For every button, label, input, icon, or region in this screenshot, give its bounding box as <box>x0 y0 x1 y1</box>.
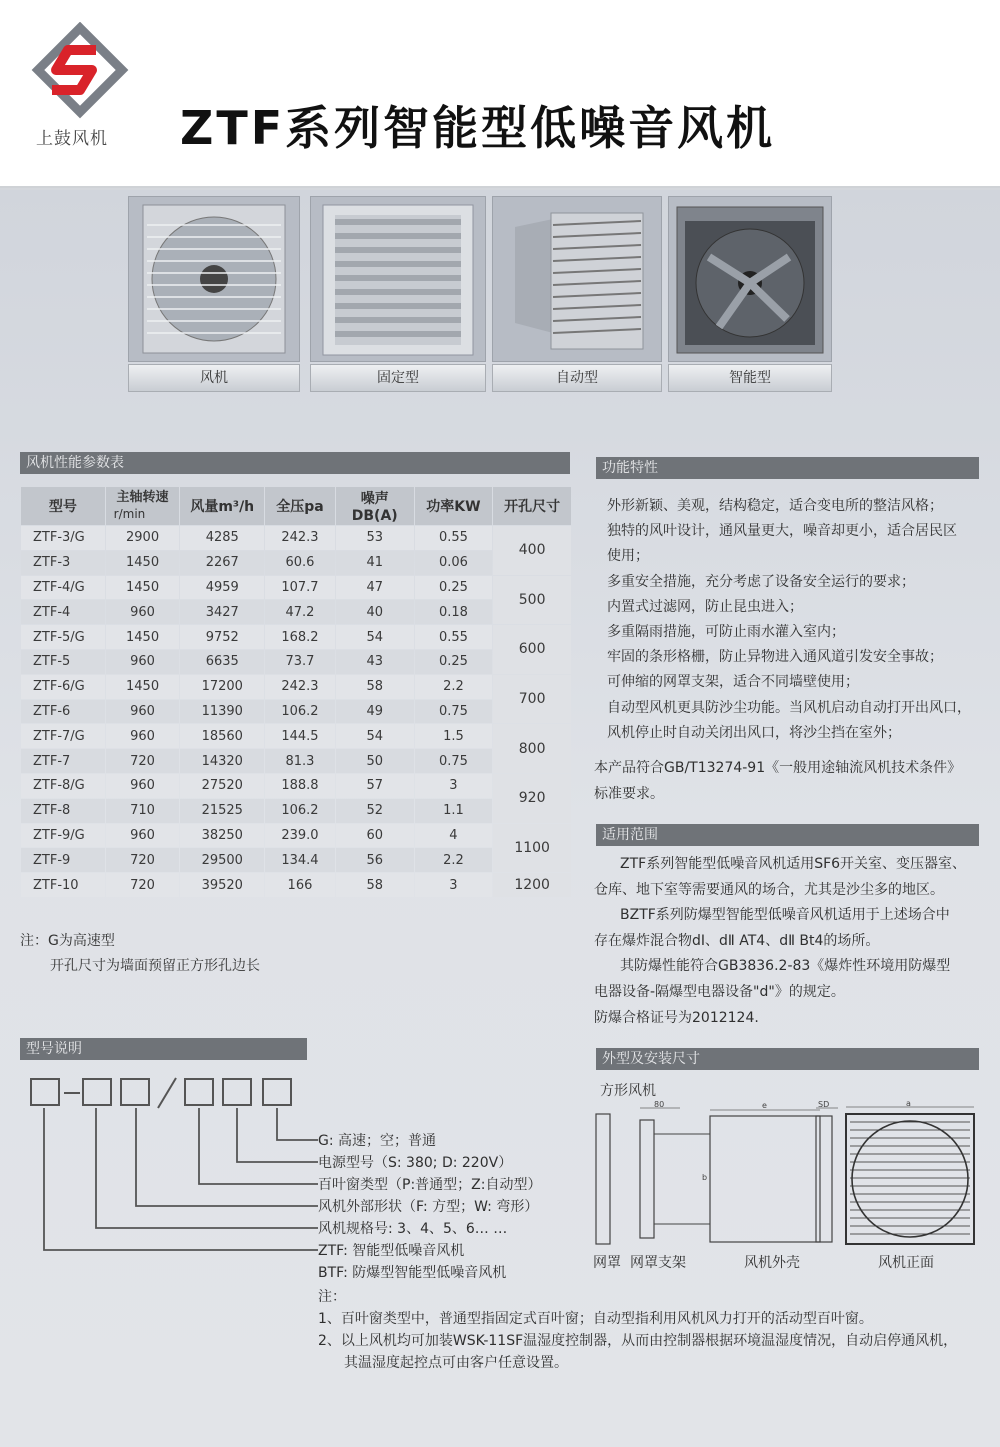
table-cell: 2900 <box>106 526 180 550</box>
table-row <box>21 799 571 823</box>
table-body <box>21 526 571 897</box>
dash-icon <box>62 1090 82 1096</box>
table-cell: ZTF-5 <box>21 650 105 674</box>
note-line: 其温湿度起控点可由客户任意设置。 <box>344 1355 568 1371</box>
product-fixed-image <box>310 196 486 362</box>
scope-line: 防爆合格证号为2012124. <box>594 1009 759 1026</box>
install-diagram <box>588 1100 988 1250</box>
feature-line: 自动型风机更具防沙尘功能。当风机启动自动打开出风口， <box>607 699 971 716</box>
product-smart <box>668 196 832 396</box>
table-cell: 11390 <box>180 700 264 724</box>
table-cell: ZTF-5/G <box>21 625 105 649</box>
diagram-label: 风机正面 <box>878 1255 934 1271</box>
table-cell: 720 <box>106 873 180 897</box>
table-cell: 43 <box>336 650 414 674</box>
table-row <box>21 700 571 724</box>
table-cell: 106.2 <box>265 799 335 823</box>
note-line: 1、百叶窗类型中，普通型指固定式百叶窗；自动型指利用风机风力打开的活动型百叶窗。 <box>318 1311 873 1327</box>
table-cell: 47.2 <box>265 600 335 624</box>
table-cell: 0.75 <box>415 700 493 724</box>
features-section-title: 功能特性 <box>596 457 979 479</box>
page-title: ZTF系列智能型低噪音风机 <box>180 101 776 155</box>
table-cell: ZTF-3 <box>21 551 105 575</box>
table-cell: 1450 <box>106 576 180 600</box>
col-pressure: 全压pa <box>265 487 335 525</box>
scope-line: 存在爆炸混合物dⅠ、dⅡ AT4、dⅡ Bt4的场所。 <box>594 932 880 949</box>
product-label: 风机 <box>128 364 300 392</box>
model-leader-lines <box>30 1106 320 1256</box>
dim-sd: SD <box>818 1100 830 1109</box>
table-cell: 166 <box>265 873 335 897</box>
table-cell: 1450 <box>106 675 180 699</box>
install-subtitle: 方形风机 <box>600 1083 656 1099</box>
table-cell: 0.55 <box>415 625 493 649</box>
product-smart-image <box>668 196 832 362</box>
feature-line: 可伸缩的网罩支架，适合不同墙壁使用； <box>607 674 859 691</box>
table-row <box>21 749 571 773</box>
col-speed-label: 主轴转速 <box>116 490 169 505</box>
standard-line: 本产品符合GB/T13274-91《一般用途轴流风机技术条件》 <box>594 760 962 776</box>
table-cell: 720 <box>106 848 180 872</box>
table-cell: 58 <box>336 873 414 897</box>
hole-size-cell: 700 <box>493 675 571 724</box>
table-cell: 27520 <box>180 774 264 798</box>
logo-text: 上鼓风机 <box>36 129 108 149</box>
table-cell: ZTF-6 <box>21 700 105 724</box>
table-cell: 4 <box>415 824 493 848</box>
diagram-label: 网罩 <box>593 1255 621 1271</box>
scope-line: 电器设备-隔爆型电器设备"d"》的规定。 <box>594 983 845 1000</box>
model-code-box <box>184 1078 214 1106</box>
table-cell: 53 <box>336 526 414 550</box>
table-cell: 0.25 <box>415 576 493 600</box>
product-label: 自动型 <box>492 364 662 392</box>
table-cell: 4959 <box>180 576 264 600</box>
model-code-box <box>30 1078 60 1106</box>
col-noise: 噪声DB(A) <box>336 487 414 525</box>
table-cell: 47 <box>336 576 414 600</box>
table-cell: 1.1 <box>415 799 493 823</box>
table-cell: ZTF-6/G <box>21 675 105 699</box>
performance-table <box>20 486 572 898</box>
table-cell: 52 <box>336 799 414 823</box>
table-cell: 134.4 <box>265 848 335 872</box>
scope-line: ZTF系列智能型低噪音风机适用SF6开关室、变压器室、 <box>620 856 967 872</box>
table-cell: 960 <box>106 774 180 798</box>
table-cell: 2267 <box>180 551 264 575</box>
table-cell: 4285 <box>180 526 264 550</box>
table-cell: ZTF-9 <box>21 848 105 872</box>
table-row <box>21 625 571 649</box>
product-auto-image <box>492 196 662 362</box>
table-cell: 40 <box>336 600 414 624</box>
table-cell: 0.25 <box>415 650 493 674</box>
product-fan-image <box>128 196 300 362</box>
fan-photo-icon <box>129 197 299 361</box>
model-item: ZTF: 智能型低噪音风机 <box>318 1243 465 1259</box>
hole-size-cell: 400 <box>493 526 571 575</box>
table-cell: 54 <box>336 724 414 748</box>
install-section-title: 外型及安装尺寸 <box>596 1048 979 1070</box>
hole-size-cell: 800 <box>493 724 571 773</box>
table-cell: 242.3 <box>265 675 335 699</box>
table-row <box>21 675 571 699</box>
table-cell: 73.7 <box>265 650 335 674</box>
table-cell: 60.6 <box>265 551 335 575</box>
table-row <box>21 724 571 748</box>
table-cell: 144.5 <box>265 724 335 748</box>
table-row <box>21 600 571 624</box>
table-cell: 239.0 <box>265 824 335 848</box>
table-cell: 57 <box>336 774 414 798</box>
table-cell: 38250 <box>180 824 264 848</box>
col-speed <box>106 487 180 525</box>
table-row <box>21 650 571 674</box>
col-power: 功率KW <box>415 487 493 525</box>
table-cell: ZTF-7/G <box>21 724 105 748</box>
table-note-2: 开孔尺寸为墙面预留正方形孔边长 <box>50 958 260 974</box>
table-cell: ZTF-4/G <box>21 576 105 600</box>
table-cell: 107.7 <box>265 576 335 600</box>
table-cell: 3 <box>415 774 493 798</box>
col-speed-unit: r/min <box>113 507 146 521</box>
table-cell: 1450 <box>106 551 180 575</box>
table-cell: 960 <box>106 650 180 674</box>
hole-size-cell: 1100 <box>493 824 571 873</box>
table-cell: 2.2 <box>415 675 493 699</box>
hole-size-cell: 920 <box>493 774 571 823</box>
table-cell: 0.18 <box>415 600 493 624</box>
model-item: 百叶窗类型（P:普通型；Z:自动型） <box>318 1177 542 1193</box>
product-fan <box>128 196 300 396</box>
hole-size-cell: 500 <box>493 576 571 625</box>
feature-line: 外形新颖、美观，结构稳定，适合变电所的整洁风格； <box>607 498 943 514</box>
dim-a: a <box>906 1100 911 1108</box>
louver-photo-icon <box>311 197 485 361</box>
product-auto <box>492 196 662 396</box>
slash-icon <box>154 1076 180 1110</box>
auto-louver-photo-icon <box>493 197 661 361</box>
dim-e: e <box>762 1101 767 1110</box>
table-row <box>21 774 571 798</box>
table-cell: 50 <box>336 749 414 773</box>
feature-line: 风机停止时自动关闭出风口，将沙尘挡在室外； <box>607 724 901 741</box>
note-title: 注： <box>318 1289 346 1305</box>
standard-line: 标准要求。 <box>594 785 664 802</box>
table-cell: ZTF-7 <box>21 749 105 773</box>
feature-line: 内置式过滤网，防止昆虫进入； <box>607 598 803 615</box>
feature-line: 牢固的条形格栅，防止异物进入通风道引发安全事故； <box>607 649 943 666</box>
table-row <box>21 526 571 550</box>
table-cell: 49 <box>336 700 414 724</box>
table-cell: 81.3 <box>265 749 335 773</box>
product-label: 智能型 <box>668 364 832 392</box>
table-cell: 960 <box>106 700 180 724</box>
table-cell: 242.3 <box>265 526 335 550</box>
table-row <box>21 873 571 897</box>
hole-size-cell: 600 <box>493 625 571 674</box>
feature-line: 多重隔雨措施，可防止雨水灌入室内； <box>607 624 845 641</box>
standard-text <box>594 756 989 807</box>
table-cell: 14320 <box>180 749 264 773</box>
table-cell: 0.06 <box>415 551 493 575</box>
dim-80: 80 <box>654 1100 665 1109</box>
feature-line: 独特的风叶设计，通风量更大，噪音却更小，适合居民区 <box>607 523 957 540</box>
diagram-label: 网罩支架 <box>630 1255 686 1271</box>
table-cell: ZTF-4 <box>21 600 105 624</box>
col-airflow: 风量m³/h <box>180 487 264 525</box>
table-cell: 56 <box>336 848 414 872</box>
feature-line: 多重安全措施，充分考虑了设备安全运行的要求； <box>607 573 915 590</box>
product-label: 固定型 <box>310 364 486 392</box>
table-cell: 41 <box>336 551 414 575</box>
hole-size-cell: 1200 <box>493 873 571 897</box>
table-cell: 60 <box>336 824 414 848</box>
model-code-box <box>262 1078 292 1106</box>
table-cell: 39520 <box>180 873 264 897</box>
model-item: BTF: 防爆型智能型低噪音风机 <box>318 1265 507 1281</box>
table-cell: 1450 <box>106 625 180 649</box>
table-cell: 188.8 <box>265 774 335 798</box>
scope-section-title: 适用范围 <box>596 824 979 846</box>
features-list <box>607 494 992 746</box>
table-cell: ZTF-3/G <box>21 526 105 550</box>
table-cell: ZTF-8/G <box>21 774 105 798</box>
table-cell: 960 <box>106 724 180 748</box>
table-section-title: 风机性能参数表 <box>20 452 570 474</box>
table-row <box>21 848 571 872</box>
diagram-label: 风机外壳 <box>744 1255 800 1271</box>
table-cell: 106.2 <box>265 700 335 724</box>
model-code-box <box>222 1078 252 1106</box>
table-cell: 54 <box>336 625 414 649</box>
table-cell: 18560 <box>180 724 264 748</box>
model-item: 风机外部形状（F: 方型；W: 弯形） <box>318 1199 539 1215</box>
model-item: 风机规格号: 3、4、5、6… … <box>318 1221 508 1237</box>
table-note-1: 注：G为高速型 <box>20 933 115 949</box>
dim-b: b <box>702 1173 708 1182</box>
col-hole-size: 开孔尺寸 <box>493 487 571 525</box>
table-cell: ZTF-10 <box>21 873 105 897</box>
scope-line: BZTF系列防爆型智能型低噪音风机适用于上述场合中 <box>620 907 950 924</box>
table-row <box>21 551 571 575</box>
table-cell: 1.5 <box>415 724 493 748</box>
table-cell: 9752 <box>180 625 264 649</box>
table-row <box>21 576 571 600</box>
table-cell: ZTF-8 <box>21 799 105 823</box>
note-line: 2、以上风机均可加装WSK-11SF温湿度控制器，从而由控制器根据环境温湿度情况，自动启停通风机， <box>318 1333 958 1349</box>
table-cell: 21525 <box>180 799 264 823</box>
table-cell: 2.2 <box>415 848 493 872</box>
table-cell: 3 <box>415 873 493 897</box>
table-cell: 720 <box>106 749 180 773</box>
model-code-box <box>120 1078 150 1106</box>
scope-text <box>594 852 989 1031</box>
header <box>0 0 1000 188</box>
table-cell: 0.55 <box>415 526 493 550</box>
table-cell: 960 <box>106 600 180 624</box>
table-cell: 58 <box>336 675 414 699</box>
table-cell: ZTF-9/G <box>21 824 105 848</box>
scope-line: 仓库、地下室等需要通风的场合，尤其是沙尘多的地区。 <box>594 881 944 898</box>
table-cell: 3427 <box>180 600 264 624</box>
table-cell: 17200 <box>180 675 264 699</box>
smart-fan-photo-icon <box>669 197 831 361</box>
table-cell: 29500 <box>180 848 264 872</box>
table-header-row <box>21 487 571 525</box>
table-cell: 710 <box>106 799 180 823</box>
model-item: 电源型号（S: 380; D: 220V） <box>318 1155 513 1171</box>
product-fixed <box>310 196 486 396</box>
model-item: G: 高速；空；普通 <box>318 1133 437 1149</box>
table-cell: 960 <box>106 824 180 848</box>
scope-line: 其防爆性能符合GB3836.2-83《爆炸性环境用防爆型 <box>620 958 951 975</box>
feature-line: 使用； <box>607 548 649 565</box>
model-code-box <box>82 1078 112 1106</box>
table-cell: 0.75 <box>415 749 493 773</box>
model-section-title: 型号说明 <box>20 1038 307 1060</box>
col-model: 型号 <box>21 487 105 525</box>
table-row <box>21 824 571 848</box>
table-cell: 6635 <box>180 650 264 674</box>
table-cell: 168.2 <box>265 625 335 649</box>
